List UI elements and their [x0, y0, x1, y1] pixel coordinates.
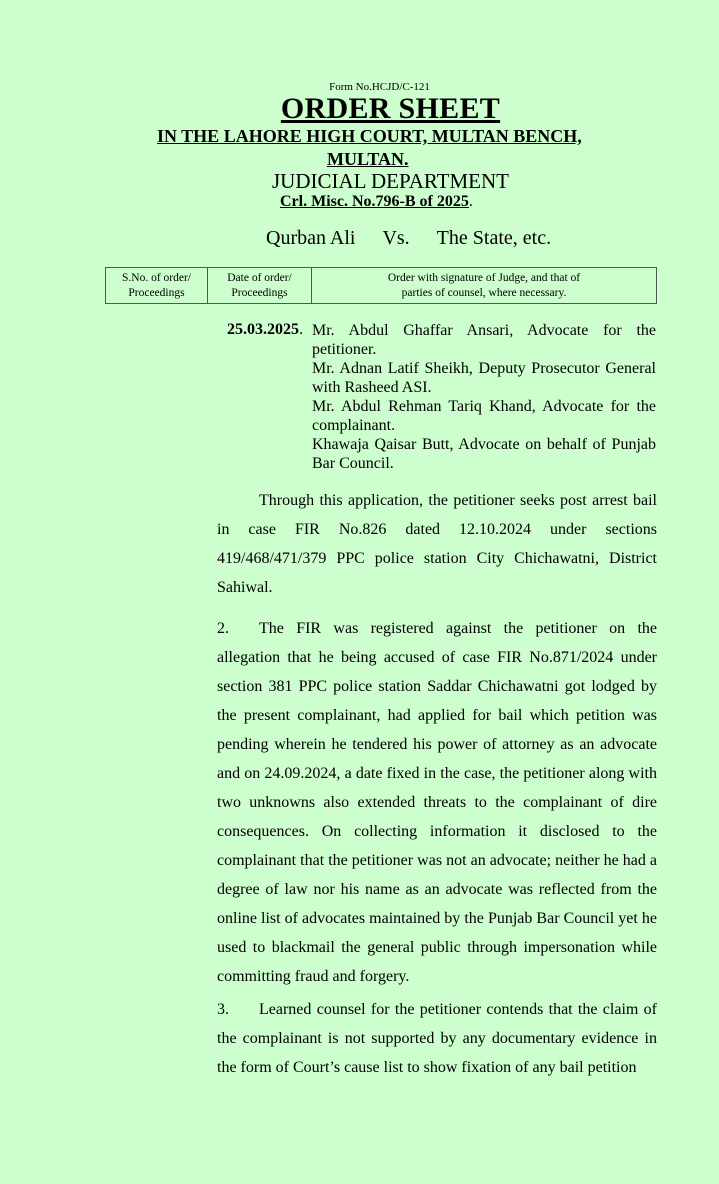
versus: Vs.: [382, 227, 410, 249]
header-col-serial: [106, 268, 208, 304]
header-col-serial-line1: S.No. of order/: [122, 271, 191, 284]
paragraph-number: 3.: [217, 1001, 229, 1018]
form-number: Form No.HCJD/C-121: [329, 81, 430, 93]
case-number: [280, 193, 473, 211]
order-paragraph-2: [217, 614, 657, 991]
header-col-order-line2: parties of counsel, where necessary.: [401, 286, 567, 299]
court-name-line-2: MULTAN.: [327, 149, 409, 169]
header-col-date-line1: Date of order/: [227, 271, 292, 284]
court-name-line-1: IN THE LAHORE HIGH COURT, MULTAN BENCH,: [157, 126, 582, 146]
paragraph-2-text: The FIR was registered against the petitioner on the allegation that he being accused of case FIR No.871/2024 under section 381 PPC police station Saddar Chichawatni got lodged by the present complainant, had applied for bail which petition was pending wherein he tendered his power of attorney as an advocate and on 24.09.2024, a date fixed in the case, the petitioner along with two unknowns also extended threats to the complainant of dire consequences. On collecting information it disclosed to the complainant that the petitioner was not an advocate; neither he had a degree of law nor his name as an advocate was reflected from the online list of advocates maintained by the Punjab Bar Council yet he used to blackmail the general public through impersonation while committing fraud and forgery.: [217, 620, 657, 985]
order-date-value: 25.03.2025: [227, 321, 299, 338]
appearance-line: Mr. Abdul Ghaffar Ansari, Advocate for the petitioner.: [312, 322, 656, 358]
paragraph-number: 2.: [217, 620, 229, 637]
paragraph-text: [217, 995, 657, 1082]
header-col-date-line2: Proceedings: [231, 286, 288, 299]
respondent-name: The State, etc.: [436, 227, 552, 249]
header-col-order-line1: Order with signature of Judge, and that of: [387, 271, 581, 284]
order-paragraph-1: [217, 486, 657, 602]
case-number-text: Crl. Misc. No.796-B of 2025: [280, 193, 469, 210]
case-parties: [266, 227, 551, 250]
header-col-date: [208, 268, 312, 304]
appearance-line: Khawaja Qaisar Butt, Advocate on behalf of Punjab Bar Council.: [312, 436, 656, 472]
order-date: 25.03.2025.: [227, 321, 303, 338]
petitioner-name: Qurban Ali: [266, 227, 356, 249]
department: JUDICIAL DEPARTMENT: [272, 169, 509, 193]
paragraph-1-text: Through this application, the petitioner seeks post arrest bail in case FIR No.826 dated 12.10.2024 under sections 419/468/471/379 PPC police station City Chichawatni, District Sahiwal.: [217, 492, 657, 596]
case-number-suffix: .: [468, 193, 473, 210]
header-col-order: [312, 268, 657, 304]
paragraph-3-text: Learned counsel for the petitioner contends that the claim of the complainant is not supported by any documentary evidence in the form of Court’s cause list to show fixation of any bail petition: [217, 1001, 657, 1076]
paragraph-text: [217, 614, 657, 991]
header-col-serial-line2: Proceedings: [128, 286, 185, 299]
appearances: [312, 321, 656, 473]
paragraph-text: [217, 486, 657, 602]
appearance-line: Mr. Abdul Rehman Tariq Khand, Advocate for the complainant.: [312, 398, 656, 434]
order-paragraph-3: [217, 995, 657, 1082]
appearance-line: Mr. Adnan Latif Sheikh, Deputy Prosecutor General with Rasheed ASI.: [312, 360, 656, 396]
document-title: ORDER SHEET: [280, 92, 501, 125]
order-header-table: [105, 267, 657, 304]
